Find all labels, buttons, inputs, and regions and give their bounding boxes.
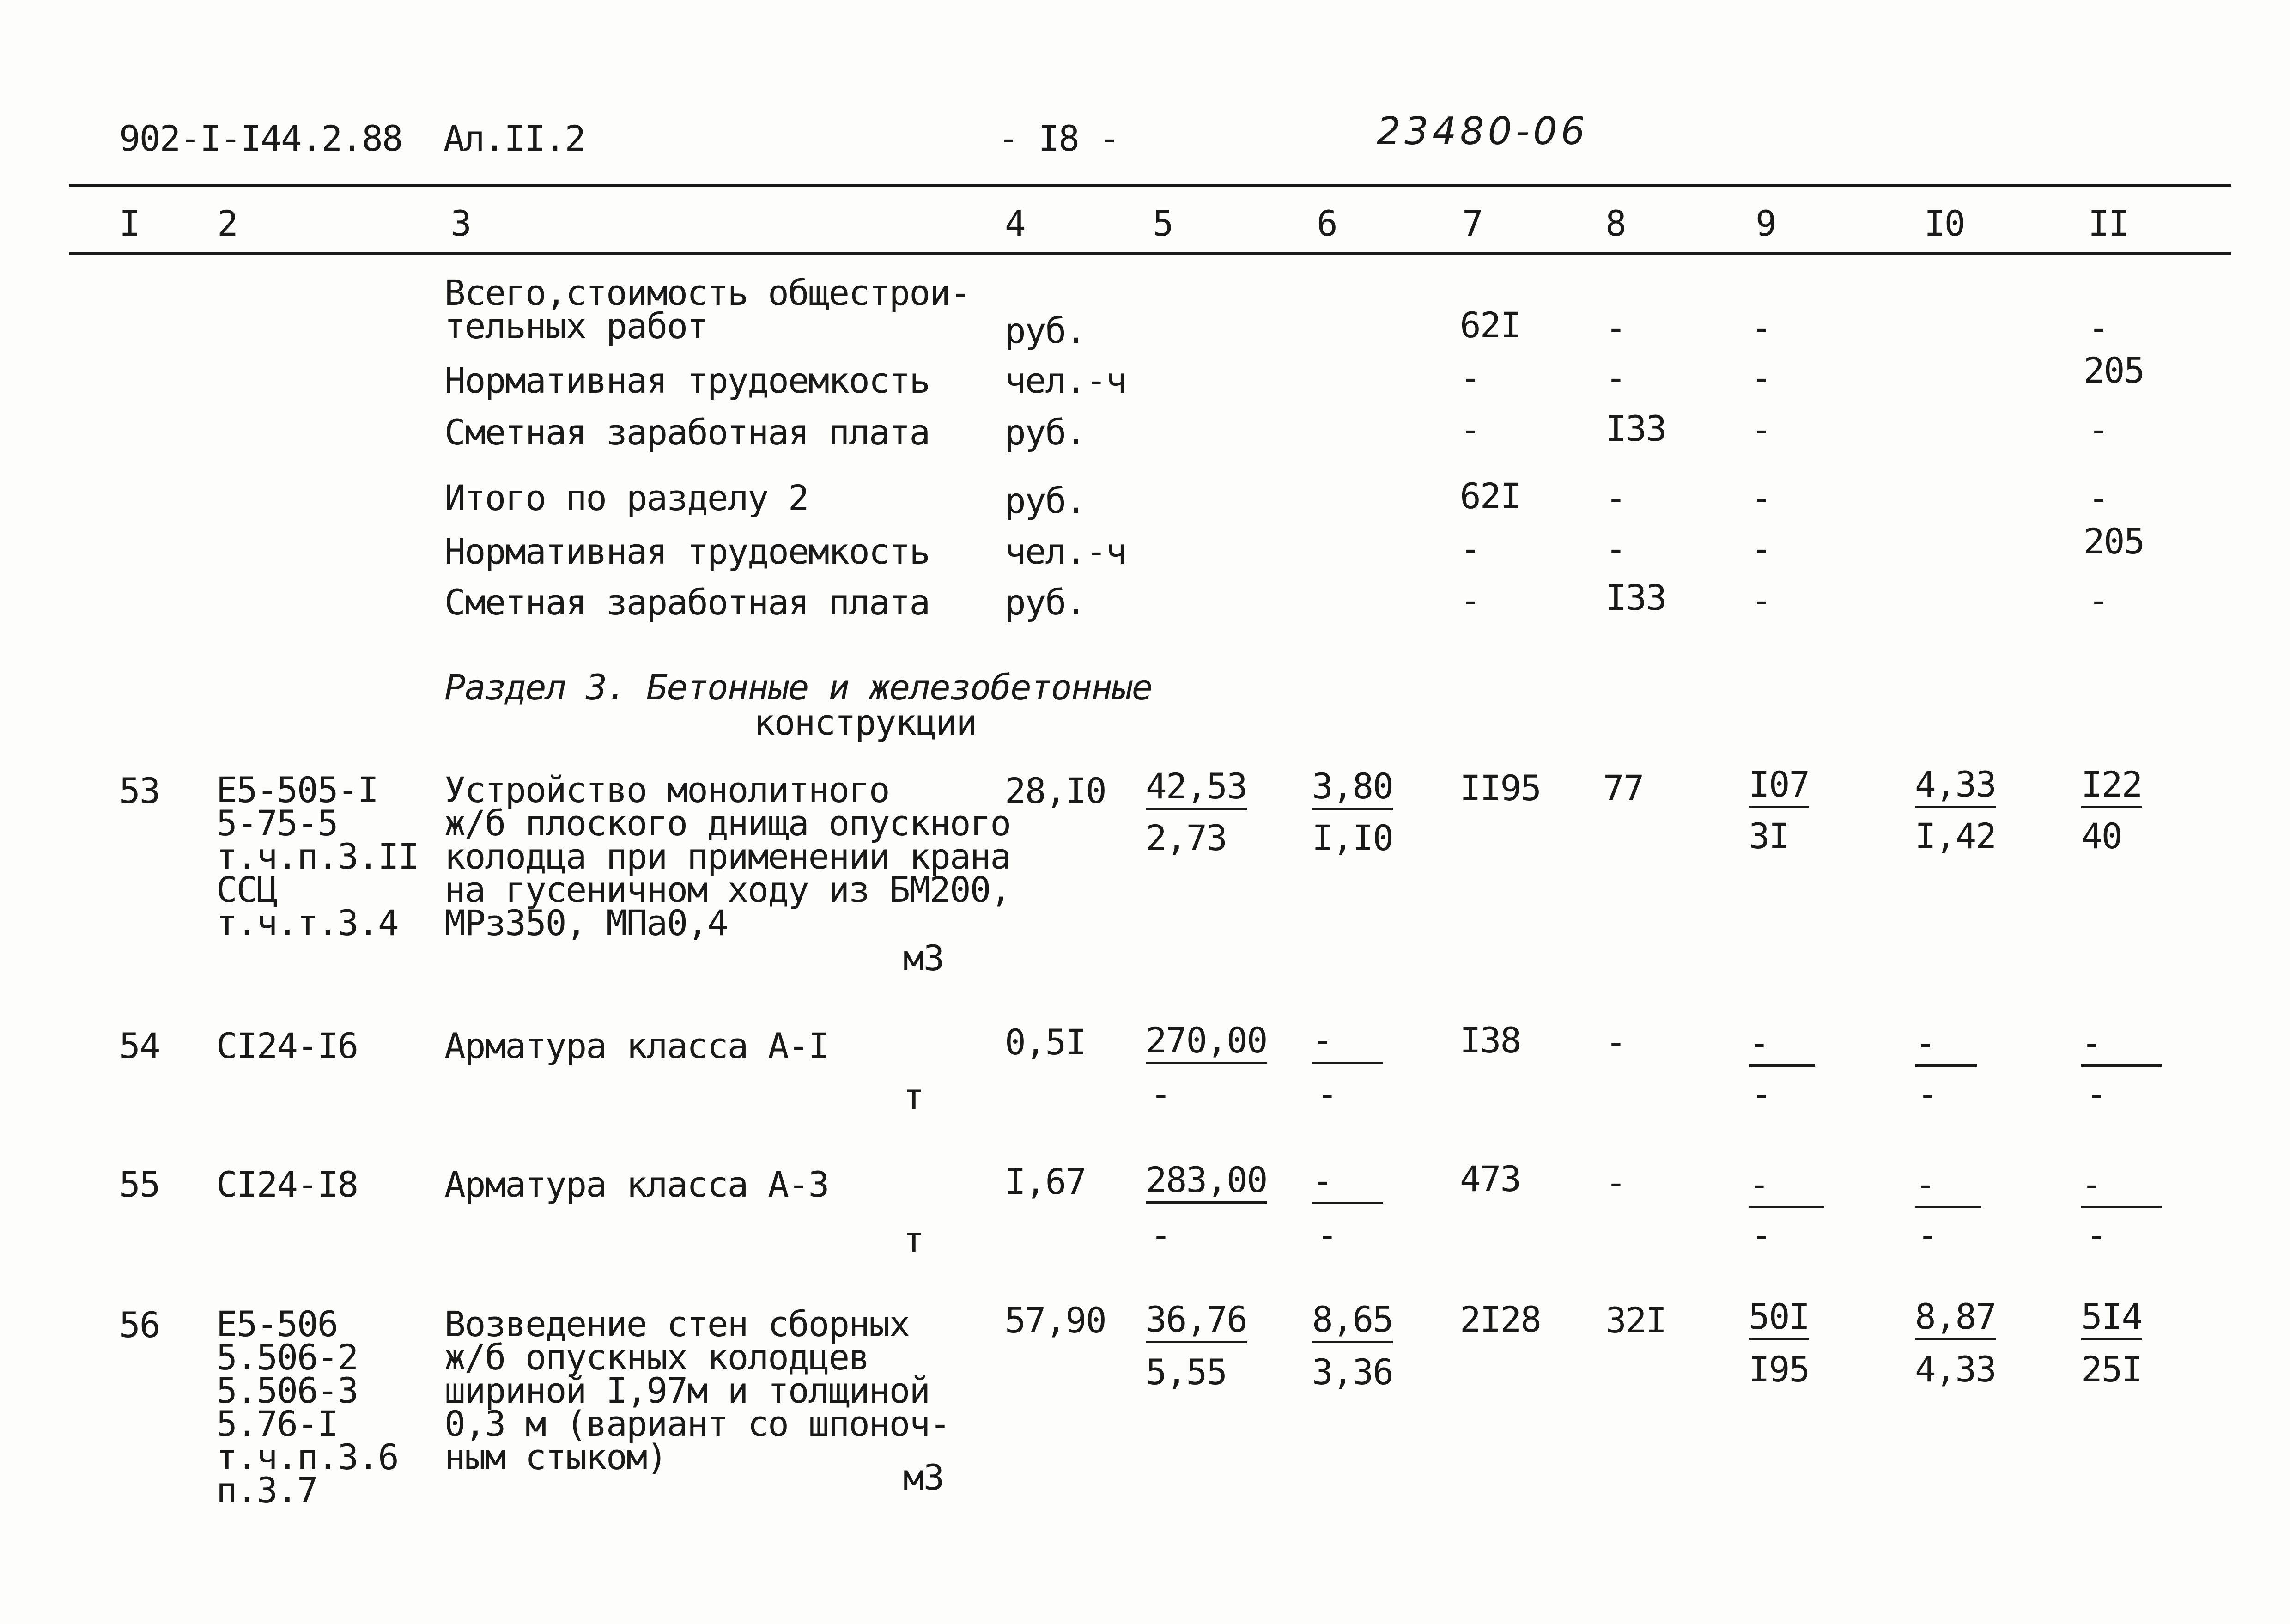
item-c10-bottom: 4,33 [1915,1349,1996,1390]
summary-row-c7: 62I [1460,475,1521,517]
item-c9-top [1749,1164,1824,1205]
summary-row-unit: чел.-ч [1005,360,1126,401]
column-number: I0 [1924,203,1965,244]
item-c10-top [1915,764,1996,805]
item-c10-top-value: - [1915,1164,1981,1208]
item-c11-bottom: - [2086,1215,2106,1256]
item-c5-top [1146,1020,1267,1061]
item-unit: м3 [903,937,944,979]
summary-row-c7: - [1460,409,1480,450]
item-c11-top-value: - [2081,1164,2162,1208]
album-ref: Ал.II.2 [443,118,585,159]
item-c11-top [2081,1296,2142,1337]
column-number: 5 [1153,203,1173,244]
item-c7: 2I28 [1460,1299,1541,1340]
summary-row-name: Всего,стоимость общестрои- тельных работ [444,272,970,347]
item-c9-top-value: - [1749,1022,1815,1067]
summary-row-c7: 62I [1460,304,1521,346]
column-number: 4 [1005,203,1025,244]
item-c11-top-value: I22 [2081,764,2142,808]
summary-row-unit: чел.-ч [1005,531,1126,572]
summary-row-c9: - [1751,528,1771,569]
item-c5-top [1146,1159,1267,1200]
item-c10-bottom: I,42 [1915,815,1996,857]
item-c5-bottom: 2,73 [1146,817,1227,858]
summary-row-c11: - [2088,477,2108,518]
item-c6-bottom: 3,36 [1312,1351,1393,1393]
item-c11-bottom: 25I [2081,1349,2142,1390]
item-name: Арматура класса А-3 [444,1164,829,1205]
column-number: II [2088,203,2129,244]
item-c6-top-value: 3,80 [1312,766,1393,810]
item-c11-top [2081,1022,2162,1064]
item-name: Арматура класса А-I [444,1025,829,1066]
item-c7: 473 [1460,1158,1521,1199]
column-number: 8 [1605,203,1626,244]
item-c9-top-value: 50I [1749,1296,1809,1340]
item-c7: I38 [1460,1020,1521,1061]
item-c6-top [1312,1160,1383,1201]
item-c5-top [1146,1299,1247,1340]
item-unit: т [903,1076,923,1117]
item-c11-bottom: - [2086,1073,2106,1114]
item-c6-top-value: 8,65 [1312,1299,1393,1343]
inventory-number: 23480-06 [1377,109,1589,153]
summary-row-c8: - [1605,528,1626,569]
item-name: Устройство монолитного ж/б плоского днища опускного колодца при применении крана на гусеничном ходу из БМ200, МРз350, МПа0,4 [444,769,1011,943]
summary-row-c7: - [1460,357,1480,398]
item-quantity: I,67 [1005,1161,1086,1202]
item-number: 53 [119,770,160,811]
page-number: - I8 - [998,118,1119,159]
summary-row-c11: 205 [2083,350,2144,391]
section-title-line2: конструкции [754,702,977,743]
item-c11-top-value: - [2081,1022,2162,1067]
summary-row-c9: - [1751,357,1771,398]
item-c10-top-value: 8,87 [1915,1296,1996,1340]
summary-row-c9: - [1751,580,1771,621]
item-c9-top-value: - [1749,1164,1824,1208]
item-code: СI24-I8 [216,1164,358,1205]
column-number: 9 [1755,203,1776,244]
summary-row-unit: руб. [1005,582,1086,623]
summary-row-c8: - [1605,357,1626,398]
item-c10-top [1915,1022,1977,1064]
item-unit: т [903,1219,923,1260]
item-c9-bottom: I95 [1749,1349,1810,1390]
column-number: 2 [217,203,237,244]
item-c9-top-value: I07 [1749,764,1809,808]
summary-row-c9: - [1751,307,1771,348]
summary-row-c7: - [1460,580,1480,621]
item-c11-top [2081,1164,2162,1205]
item-c9-bottom: - [1751,1215,1771,1256]
item-unit: м3 [903,1457,944,1498]
item-number: 54 [119,1025,160,1066]
item-c6-bottom: - [1317,1215,1337,1256]
item-number: 55 [119,1164,160,1205]
item-c10-top [1915,1164,1981,1205]
summary-row-c11: 205 [2083,521,2144,562]
summary-row-unit: руб. [1005,310,1086,351]
summary-row-c11: - [2088,409,2108,450]
summary-row-name: Сметная заработная плата [444,412,930,453]
summary-row-c7: - [1460,528,1480,569]
item-c5-top-value: 42,53 [1146,766,1247,810]
summary-row-name: Итого по разделу 2 [444,477,808,518]
item-quantity: 57,90 [1005,1300,1106,1341]
summary-row-name: Нормативная трудоемкость [444,531,930,572]
item-c5-bottom: - [1150,1215,1171,1256]
item-c5-bottom: 5,55 [1146,1351,1227,1393]
item-c10-bottom: - [1917,1073,1938,1114]
doc-code: 902-I-I44.2.88 [119,118,402,159]
item-number: 56 [119,1304,160,1345]
item-c10-bottom: - [1917,1215,1938,1256]
summary-row-c8: - [1605,307,1626,348]
item-c5-top-value: 283,00 [1146,1159,1267,1204]
item-c11-top-value: 5I4 [2081,1296,2142,1340]
item-c9-bottom: 3I [1749,815,1789,857]
item-c6-top [1312,1299,1393,1340]
summary-row-c8: - [1605,477,1626,518]
item-c9-top [1749,1022,1815,1064]
summary-row-c8: I33 [1605,577,1666,618]
item-c8: 77 [1603,767,1644,809]
item-c10-top-value: - [1915,1022,1977,1067]
summary-row-c9: - [1751,477,1771,518]
item-c7: II95 [1460,767,1541,809]
item-code: СI24-I6 [216,1025,358,1066]
summary-row-name: Нормативная трудоемкость [444,360,930,401]
item-c10-top-value: 4,33 [1915,764,1996,808]
summary-row-unit: руб. [1005,480,1086,521]
item-quantity: 28,I0 [1005,770,1106,811]
summary-row-c9: - [1751,409,1771,450]
item-c5-top-value: 36,76 [1146,1299,1247,1343]
item-c5-top-value: 270,00 [1146,1020,1267,1064]
column-number: 3 [450,203,471,244]
column-number: I [119,203,140,244]
item-c6-top [1312,766,1393,807]
table-top-rule [69,184,2231,187]
section-title-line1: Раздел 3. Бетонные и железобетонные [444,667,1152,708]
item-quantity: 0,5I [1005,1022,1086,1063]
item-c10-top [1915,1296,1996,1337]
item-c6-top-value: - [1312,1020,1383,1064]
summary-row-name: Сметная заработная плата [444,582,930,623]
summary-row-unit: руб. [1005,412,1086,453]
item-c11-top [2081,764,2142,805]
item-c8: 32I [1605,1300,1666,1341]
item-c9-bottom: - [1751,1073,1771,1114]
item-code: Е5-506 5.506-2 5.506-3 5.76-I т.ч.п.3.6 п.3.7 [216,1303,398,1511]
column-number: 6 [1317,203,1337,244]
item-c5-top [1146,766,1247,807]
item-c9-top [1749,764,1810,805]
summary-row-c11: - [2088,580,2108,621]
item-c6-top-value: - [1312,1160,1383,1204]
item-c8: - [1605,1022,1626,1063]
summary-row-c11: - [2088,307,2108,348]
item-c6-bottom: I,I0 [1312,817,1393,858]
item-c6-bottom: - [1317,1073,1337,1114]
item-c5-bottom: - [1150,1073,1171,1114]
column-number: 7 [1462,203,1482,244]
item-name: Возведение стен сборных ж/б опускных колодцев шириной I,97м и толщиной 0,3 м (вариант со шпоноч- ным стыком) [444,1303,950,1478]
column-header-rule [69,252,2231,255]
item-c6-top [1312,1020,1383,1061]
item-c8: - [1605,1162,1626,1203]
item-code: Е5-505-I 5-75-5 т.ч.п.3.II ССЦ т.ч.т.3.4 [216,769,419,943]
item-c11-bottom: 40 [2081,815,2122,857]
item-c9-top [1749,1296,1810,1337]
summary-row-c8: I33 [1605,408,1666,449]
